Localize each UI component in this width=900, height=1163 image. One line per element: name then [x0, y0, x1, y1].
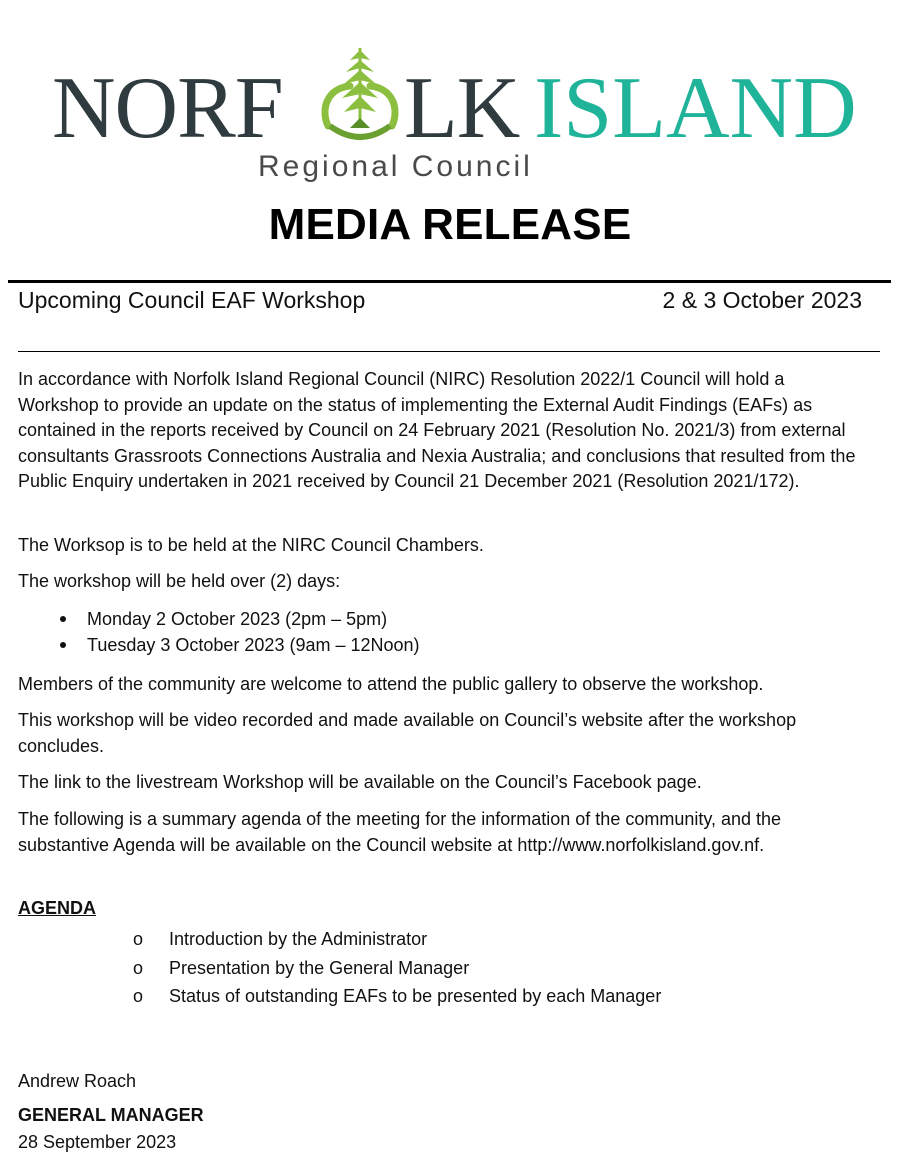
- paragraph-days-intro: The workshop will be held over (2) days:: [18, 571, 341, 591]
- list-item: [60, 632, 420, 658]
- agenda-item: [133, 982, 661, 1011]
- paragraph-recording: This workshop will be video recorded and made available on Council’s website after the workshop concludes.: [18, 710, 797, 756]
- logo-word-norf: NORF: [52, 60, 283, 157]
- paragraph-community: Members of the community are welcome to attend the public gallery to observe the workshop.: [18, 674, 764, 694]
- agenda-marker: o: [133, 986, 144, 1006]
- agenda-list: [133, 925, 661, 1011]
- agenda-item-text: Introduction by the Administrator: [169, 929, 428, 949]
- agenda-item-text: Presentation by the General Manager: [169, 957, 470, 978]
- bullet-icon: [60, 616, 66, 622]
- agenda-item: [133, 954, 661, 983]
- page-title: MEDIA RELEASE: [268, 200, 632, 249]
- signatory-title: GENERAL MANAGER: [18, 1105, 204, 1125]
- header-divider: [8, 280, 891, 283]
- agenda-item-text: Status of outstanding EAFs to be presented by each Manager: [169, 986, 662, 1006]
- agenda-heading: AGENDA: [18, 898, 97, 918]
- subject-line: Upcoming Council EAF Workshop: [18, 287, 366, 313]
- council-logo: [52, 40, 857, 190]
- days-list: [60, 606, 420, 658]
- logo-graphic: [52, 40, 857, 190]
- signature-date: 28 September 2023: [18, 1132, 177, 1152]
- paragraph-intro: In accordance with Norfolk Island Regional Council (NIRC) Resolution 2022/1 Council will hold a Workshop to provide an update on the status of implementing the External Audit Findings (EAFs) as contained in the reports received by Council on 24 February 2021 (Resolution No. 2021/3) from external consultants Grassroots Connections Australia and Nexia Australia; and conclusions that resulted from the Public Enquiry undertaken in 2021 received by Council 21 December 2021 (Resolution 2021/172).: [18, 369, 856, 491]
- agenda-marker: o: [133, 929, 144, 949]
- paragraph-venue: The Worksop is to be held at the NIRC Council Chambers.: [18, 535, 484, 555]
- paragraph-livestream: The link to the livestream Workshop will be available on the Council’s Facebook page.: [18, 772, 702, 792]
- agenda-marker: o: [133, 957, 144, 978]
- subject-divider: [18, 351, 880, 352]
- subject-date: 2 & 3 October 2023: [662, 287, 862, 313]
- day-text: Monday 2 October 2023 (2pm – 5pm): [87, 609, 388, 629]
- pine-tree-icon: [325, 48, 395, 137]
- paragraph-agenda-summary: The following is a summary agenda of the meeting for the information of the community, and the substantive Agenda will be available on the Council website at http://www.norfolkisland.gov.nf.: [18, 809, 782, 855]
- bullet-icon: [60, 642, 66, 648]
- logo-subtitle: Regional Council: [258, 150, 533, 183]
- logo-word-island: ISLAND: [534, 60, 857, 157]
- agenda-item: [133, 925, 661, 954]
- logo-word-lk: LK: [404, 60, 520, 157]
- list-item: [60, 606, 420, 632]
- day-text: Tuesday 3 October 2023 (9am – 12Noon): [87, 635, 420, 655]
- signatory-name: Andrew Roach: [18, 1071, 137, 1091]
